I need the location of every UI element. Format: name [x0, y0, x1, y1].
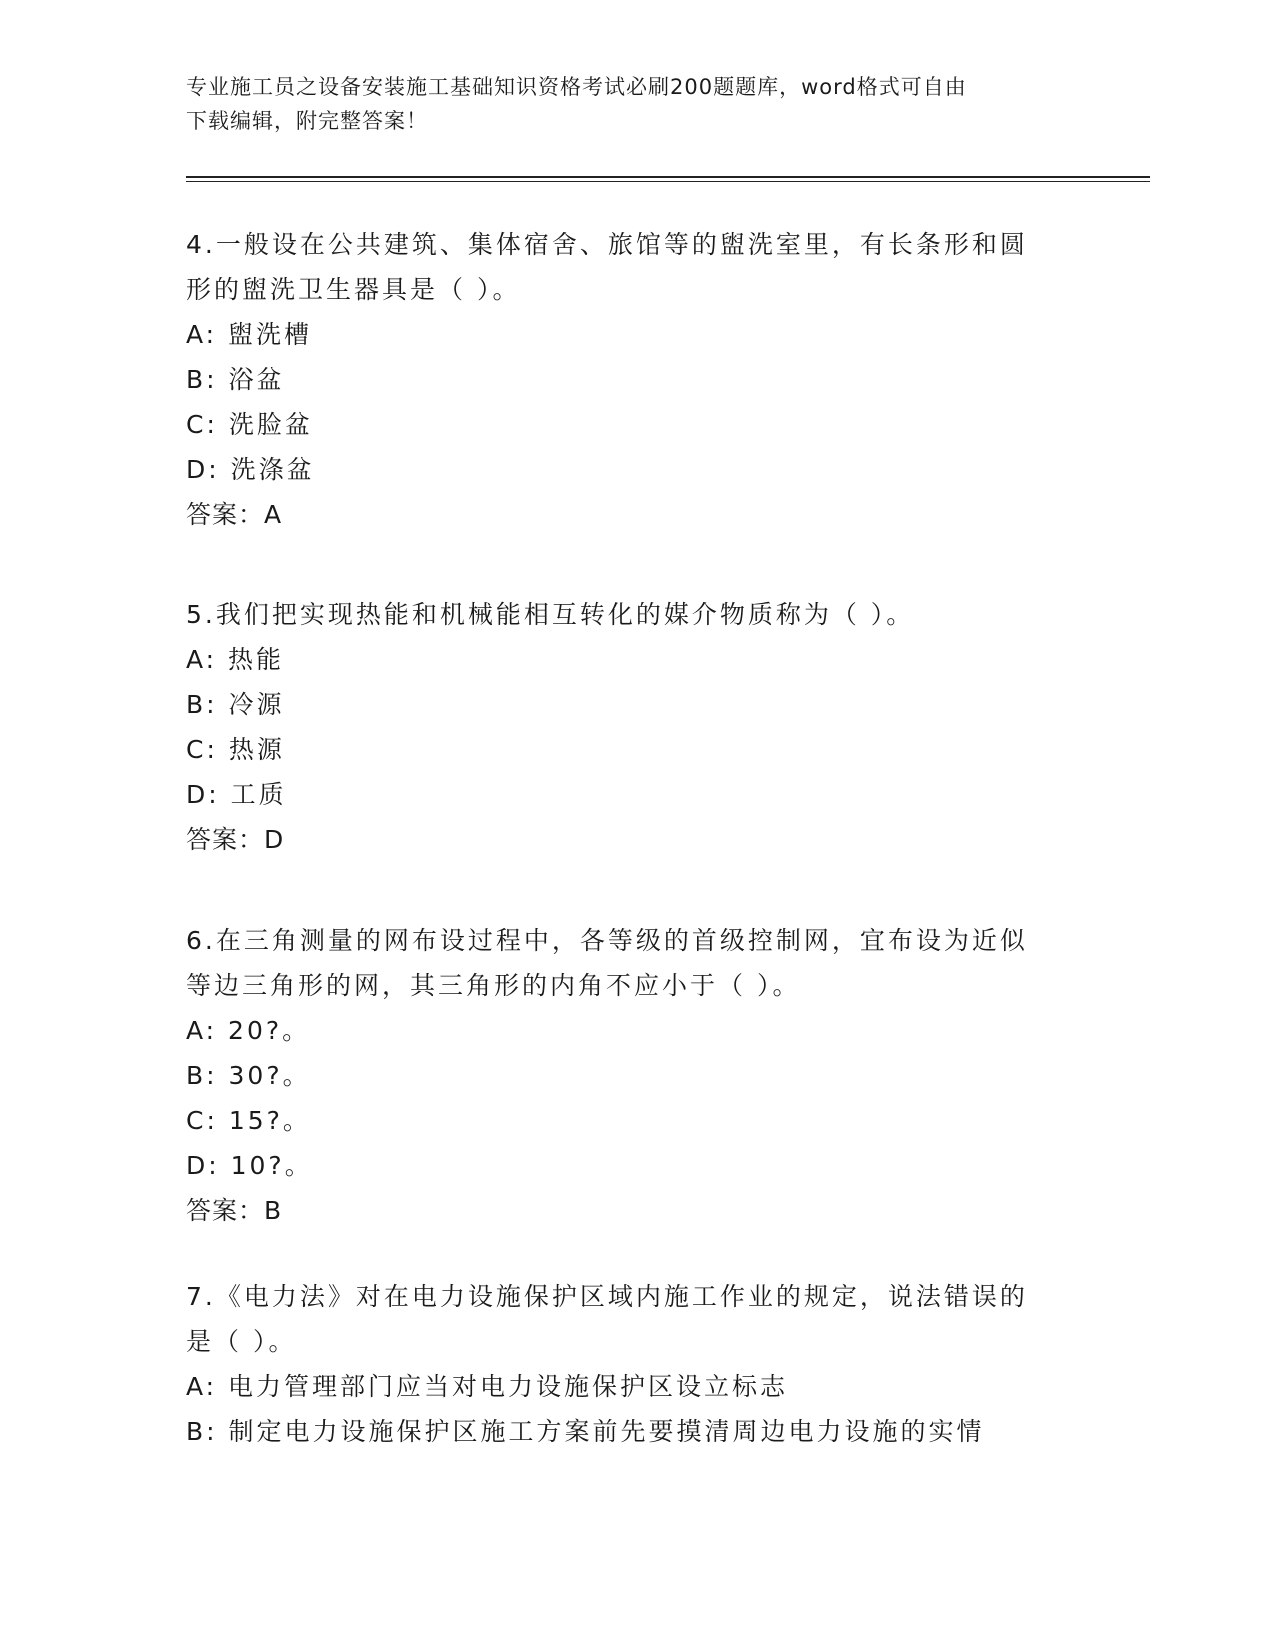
- option-a: A: 热能: [186, 645, 285, 674]
- option-b: B: 冷源: [186, 690, 285, 719]
- header-line-2: 下载编辑，附完整答案！: [186, 109, 428, 133]
- answer: 答案：D: [186, 825, 285, 854]
- option-b: B: 30?。: [186, 1061, 311, 1090]
- question-stem-line-1: 6.在三角测量的网布设过程中，各等级的首级控制网，宜布设为近似: [186, 926, 1028, 955]
- question-stem-line-1: 7.《电力法》对在电力设施保护区域内施工作业的规定，说法错误的: [186, 1282, 1028, 1311]
- answer: 答案：B: [186, 1196, 283, 1225]
- question-stem-line-2: 是（ ）。: [186, 1327, 297, 1356]
- question-stem-line-2: 形的盥洗卫生器具是（ ）。: [186, 275, 521, 304]
- option-b: B: 浴盆: [186, 365, 285, 394]
- question-stem-line-1: 4.一般设在公共建筑、集体宿舍、旅馆等的盥洗室里，有长条形和圆: [186, 230, 1028, 259]
- header-line-1: 专业施工员之设备安装施工基础知识资格考试必刷200题题库，word格式可自由: [186, 75, 967, 99]
- answer: 答案：A: [186, 500, 283, 529]
- option-a: A: 电力管理部门应当对电力设施保护区设立标志: [186, 1372, 789, 1401]
- question-5: [186, 592, 1066, 862]
- option-a: A: 20?。: [186, 1016, 311, 1045]
- option-b: B: 制定电力设施保护区施工方案前先要摸清周边电力设施的实情: [186, 1417, 985, 1446]
- option-d: D: 工质: [186, 780, 287, 809]
- header-divider-thin: [186, 181, 1150, 182]
- question-7: [186, 1274, 1066, 1454]
- option-d: D: 10?。: [186, 1151, 313, 1180]
- option-c: C: 洗脸盆: [186, 410, 313, 439]
- question-4: [186, 222, 1066, 537]
- header-divider-thick: [186, 176, 1150, 178]
- question-stem-line-1: 5.我们把实现热能和机械能相互转化的媒介物质称为（ ）。: [186, 600, 915, 629]
- document-header: [186, 70, 1066, 138]
- option-a: A: 盥洗槽: [186, 320, 313, 349]
- option-d: D: 洗涤盆: [186, 455, 315, 484]
- option-c: C: 15?。: [186, 1106, 311, 1135]
- question-6: [186, 918, 1066, 1233]
- option-c: C: 热源: [186, 735, 285, 764]
- question-stem-line-2: 等边三角形的网，其三角形的内角不应小于（ ）。: [186, 971, 801, 1000]
